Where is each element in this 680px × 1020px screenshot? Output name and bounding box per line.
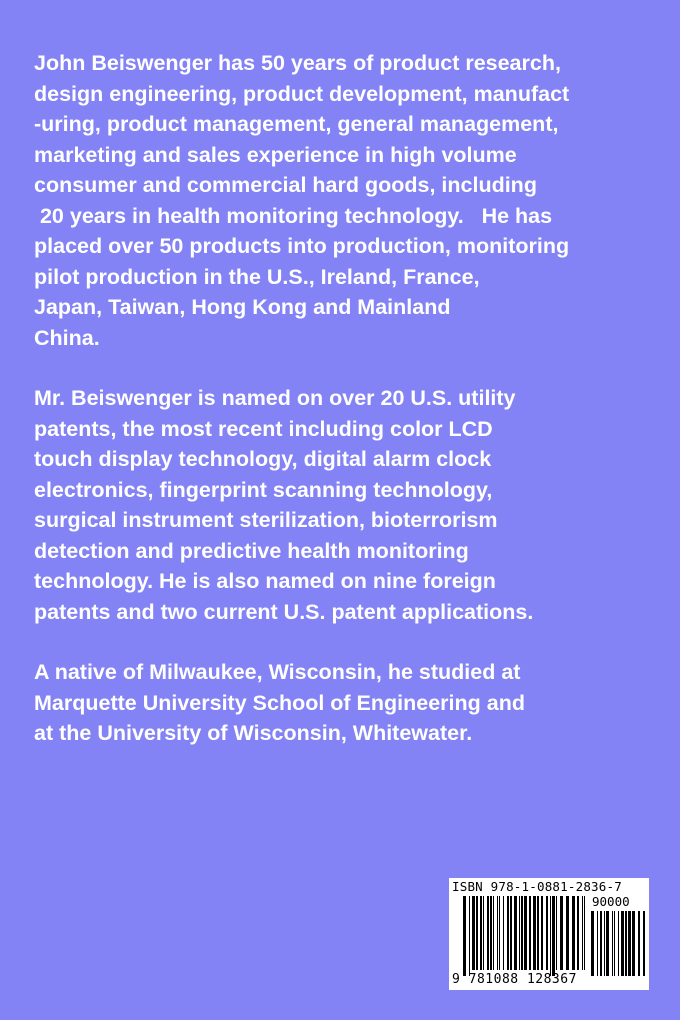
bio-line: 20 years in health monitoring technology. He has (34, 203, 553, 228)
bio-line: John Beiswenger has 50 years of product research, (34, 51, 561, 75)
bio-line: marketing and sales experience in high volume (34, 142, 517, 167)
bio-line: at the University of Wisconsin, Whitewater. (34, 721, 473, 745)
bio-line: consumer and commercial hard goods, including (34, 173, 537, 197)
bio-line: A native of Milwaukee, Wisconsin, he studied at (34, 660, 521, 684)
bio-line: -uring, product management, general management, (34, 112, 559, 136)
isbn-barcode (449, 878, 649, 990)
bio-line: design engineering, product development, manufact (34, 81, 570, 106)
bio-paragraph-patents (34, 383, 674, 627)
isbn-label: ISBN 978-1-0881-2836-7 (452, 879, 622, 894)
bio-line: detection and predictive health monitoring (34, 538, 469, 563)
bio-line: Marquette University School of Engineering and (34, 690, 525, 715)
bio-line: pilot production in the U.S., Ireland, France, (34, 264, 480, 289)
bio-line: technology. He is also named on nine foreign (34, 569, 496, 593)
bio-line: China. (34, 325, 100, 350)
bio-paragraph-experience (34, 48, 674, 353)
bio-line: surgical instrument sterilization, bioterrorism (34, 508, 498, 532)
ean5-addon-bars (591, 911, 645, 976)
bio-paragraph-education (34, 657, 674, 749)
bio-line: placed over 50 products into production, monitoring (34, 234, 570, 258)
ean13-bars (463, 896, 585, 976)
bio-line: patents and two current U.S. patent applications. (34, 599, 534, 624)
bio-line: touch display technology, digital alarm clock (34, 447, 492, 471)
author-bio (34, 48, 674, 779)
barcode-addon-digits: 90000 (592, 894, 630, 909)
bio-line: electronics, fingerprint scanning technology, (34, 477, 493, 502)
bio-line: Mr. Beiswenger is named on over 20 U.S. utility (34, 386, 516, 410)
bio-line: Japan, Taiwan, Hong Kong and Mainland (34, 295, 451, 319)
ean-digits: 9 781088 128367 (452, 972, 577, 987)
bio-line: patents, the most recent including color LCD (34, 416, 493, 441)
